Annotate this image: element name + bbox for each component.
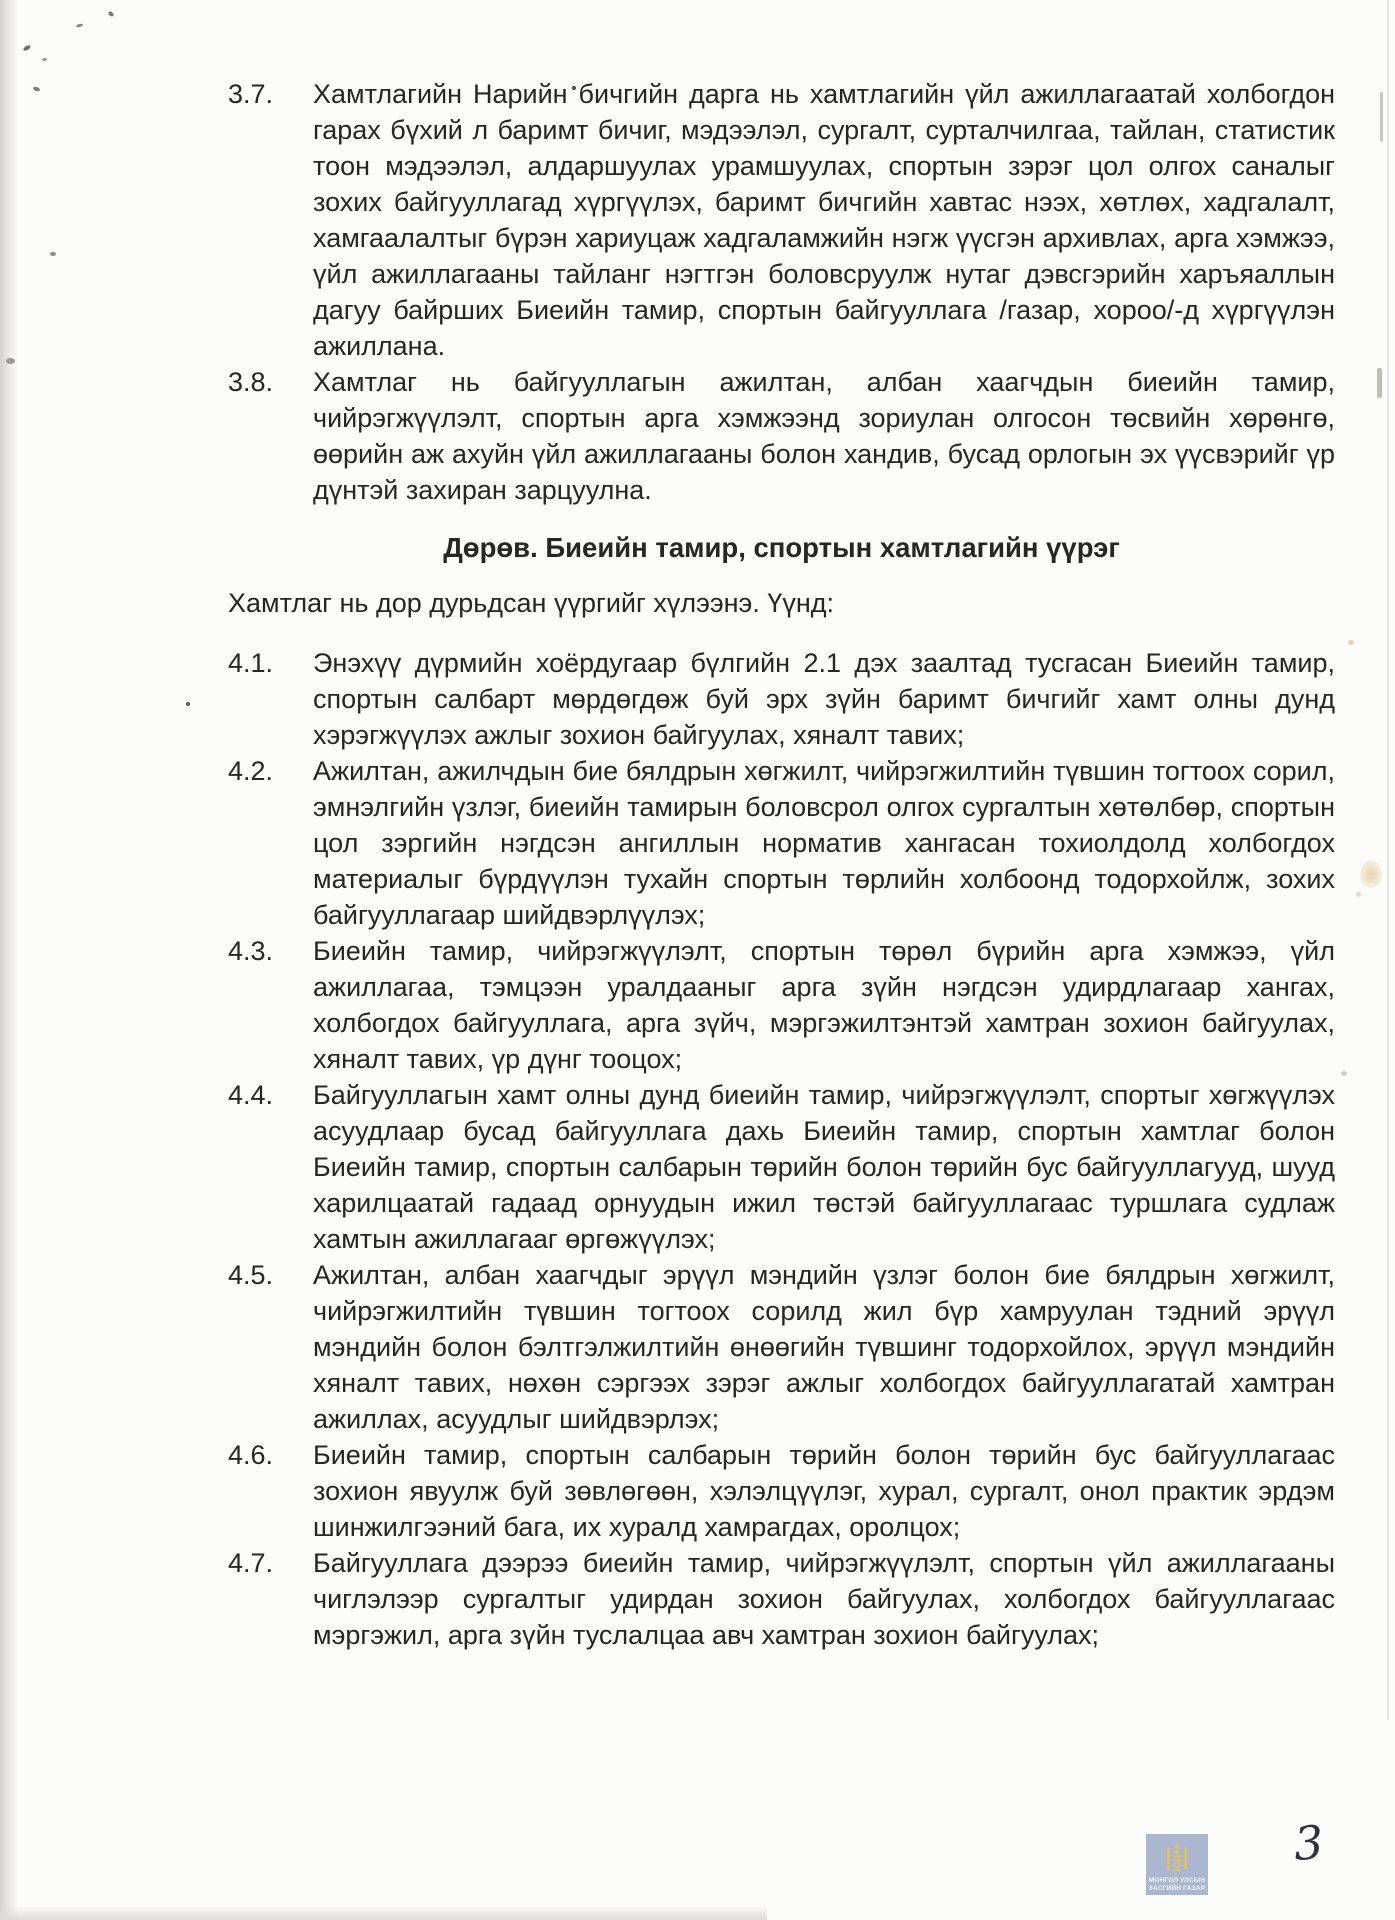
duty-text: Байгууллага дээрээ биеийн тамир, чийрэгжүүлэлт, спортын үйл ажиллагааны чиглэлээр сургалтыг удирдан зохион байгуулах, холбогдох байгууллагаас мэргэжил, арга зүйн туслалцаа авч хамтран зохион байгуулах; xyxy=(313,1548,1335,1650)
paper-edge-shadow-bottom xyxy=(0,1906,767,1920)
duty-text: Биеийн тамир, чийрэгжүүлэлт, спортын төрөл бүрийн арга хэмжээ, үйл ажиллагаа, тэмцээн уралдааныг арга зүйн нэгдсэн удирдлагаар хангах, холбогдох байгууллага, арга зүйч, мэргэжилтэнтэй хамтран зохион байгуулах, хяналт тавих, үр дүнг тооцох; xyxy=(313,936,1335,1074)
paper-edge-line-right xyxy=(1387,0,1389,1720)
scan-artifact xyxy=(186,702,190,706)
duty-number: 4.2. xyxy=(228,756,274,786)
duty-text: Биеийн тамир, спортын салбарын төрийн болон төрийн бус байгууллагаас зохион явуулж буй зөвлөгөөн, хэлэлцүүлэг, хурал, сургалт, онол практик эрдэм шинжилгээний бага, их хуралд хамрагдах, оролцох; xyxy=(313,1440,1335,1542)
duty-number: 4.5. xyxy=(228,1260,274,1290)
duty-number: 4.1. xyxy=(228,648,274,678)
duty-item xyxy=(228,1077,1335,1257)
scan-artifact xyxy=(50,252,56,256)
scan-artifact xyxy=(6,358,15,364)
article-text: Хамтлаг нь байгууллагын ажилтан, албан хаагчдын биеийн тамир, чийрэгжүүлэлт, спортын арга хэмжээнд зориулан олгосон төсвийн хөрөнгө, өөрийн аж ахуйн үйл ажиллагааны болон хандив, бусад орлогын эх үүсвэрийг үр дүнтэй захиран зарцуулна. xyxy=(313,367,1335,505)
scan-artifact xyxy=(23,44,32,51)
duty-number: 4.7. xyxy=(228,1548,274,1578)
article-number: 3.8. xyxy=(228,367,274,397)
article-item xyxy=(228,364,1335,508)
badge-label xyxy=(1149,1877,1206,1892)
duty-number: 4.6. xyxy=(228,1440,274,1470)
scan-artifact xyxy=(1356,892,1361,897)
badge-label-line1: МОНГОЛ УЛСЫН xyxy=(1148,1877,1206,1884)
duty-item xyxy=(228,1257,1335,1437)
soyombo-icon xyxy=(1165,1841,1189,1875)
scan-artifact xyxy=(1348,640,1354,645)
duty-number: 4.4. xyxy=(228,1080,274,1110)
scan-artifact xyxy=(107,11,114,18)
paper-edge-shadow-left xyxy=(0,0,18,1920)
article-text: Хамтлагийн Нарийн бичгийн дарга нь хамтлагийн үйл ажиллагаатай холбогдон гарах бүхий л баримт бичиг, мэдээлэл, сургалт, сурталчилгаа, тайлан, статистик тоон мэдээлэл, алдаршуулах урамшуулах, спортын зэрэг цол олгох саналыг зохих байгууллагад хүргүүлэх, баримт бичгийн хавтас нээх, хөтлөх, хадгалалт, хамгаалалтыг бүрэн хариуцаж хадгаламжийн нэгж үүсгэн архивлах, арга хэмжээ, үйл ажиллагааны тайланг нэгтгэн боловсруулж нутаг дэвсгэрийн харъяаллын дагуу байрших Биеийн тамир, спортын байгууллага /газар, хороо/-д хүргүүлэн ажиллана. xyxy=(313,79,1335,361)
duty-item xyxy=(228,933,1335,1077)
duties-list xyxy=(228,645,1335,1653)
duty-item xyxy=(228,753,1335,933)
duty-text: Байгууллагын хамт олны дунд биеийн тамир, чийрэгжүүлэлт, спортыг хөгжүүлэх асуудлаар бусад байгууллага дахь Биеийн тамир, спортын хамтлаг болон Биеийн тамир, спортын салбарын төрийн болон төрийн бус байгууллагууд, шууд харилцаатай гадаад орнуудын ижил төстэй байгууллагаас туршлага судлаж хамтын ажиллагааг өргөжүүлэх; xyxy=(313,1080,1335,1254)
duty-text: Энэхүү дүрмийн хоёрдугаар бүлгийн 2.1 дэх заалтад тусгасан Биеийн тамир, спортын салбарт мөрдөгдөж буй эрх зүйн баримт бичгийг хамт олны дунд хэрэгжүүлэх ажлыг зохион байгуулах, хяналт тавих; xyxy=(313,648,1335,750)
page-number-handwritten: 3 xyxy=(1292,1815,1326,1871)
duty-text: Ажилтан, ажилчдын бие бялдрын хөгжилт, чийрэгжилтийн түвшин тогтоох сорил, эмнэлгийн үзлэг, биеийн тамирын боловсрол олгох сургалтын хөтөлбөр, спортын цол зэргийн нэгдсэн ангиллын норматив хангасан тохиолдолд холбогдох материалыг бүрдүүлэн тухайн спортын төрлийн холбоонд тодорхойлж, зохих байгууллагаар шийдвэрлүүлэх; xyxy=(313,756,1335,930)
document-body xyxy=(228,76,1335,1653)
scan-artifact xyxy=(76,23,84,28)
scan-artifact xyxy=(42,58,47,61)
article-item xyxy=(228,76,1335,364)
duty-number: 4.3. xyxy=(228,936,274,966)
government-badge xyxy=(1146,1834,1208,1895)
section-heading: Дөрөв. Биеийн тамир, спортын хамтлагийн үүрэг xyxy=(443,532,1120,563)
scan-artifact xyxy=(1380,92,1383,142)
article-number: 3.7. xyxy=(228,79,274,109)
scan-artifact xyxy=(1360,860,1382,888)
duty-item xyxy=(228,1545,1335,1653)
duty-item xyxy=(228,645,1335,753)
scan-artifact xyxy=(1377,368,1382,398)
scan-artifact xyxy=(33,86,41,92)
scan-artifact xyxy=(1341,1071,1347,1076)
duty-text: Ажилтан, албан хаагчдыг эрүүл мэндийн үзлэг болон бие бялдрын хөгжилт, чийрэгжилтийн түвшин тогтоох сорилд жил бүр хамруулан тэдний эрүүл мэндийн болон бэлтгэлжилтийн өнөөгийн түвшинг тодорхойлох, эрүүл мэндийн хяналт тавих, нөхөн сэргээх зэрэг ажлыг холбогдох байгууллагатай хамтран ажиллах, асуудлыг шийдвэрлэх; xyxy=(313,1260,1335,1434)
badge-label-line2: ЗАСГИЙН ГАЗАР xyxy=(1148,1884,1206,1892)
duty-item xyxy=(228,1437,1335,1545)
intro-text: Хамтлаг нь дор дурьдсан үүргийг хүлээнэ. Үүнд: xyxy=(228,588,835,618)
